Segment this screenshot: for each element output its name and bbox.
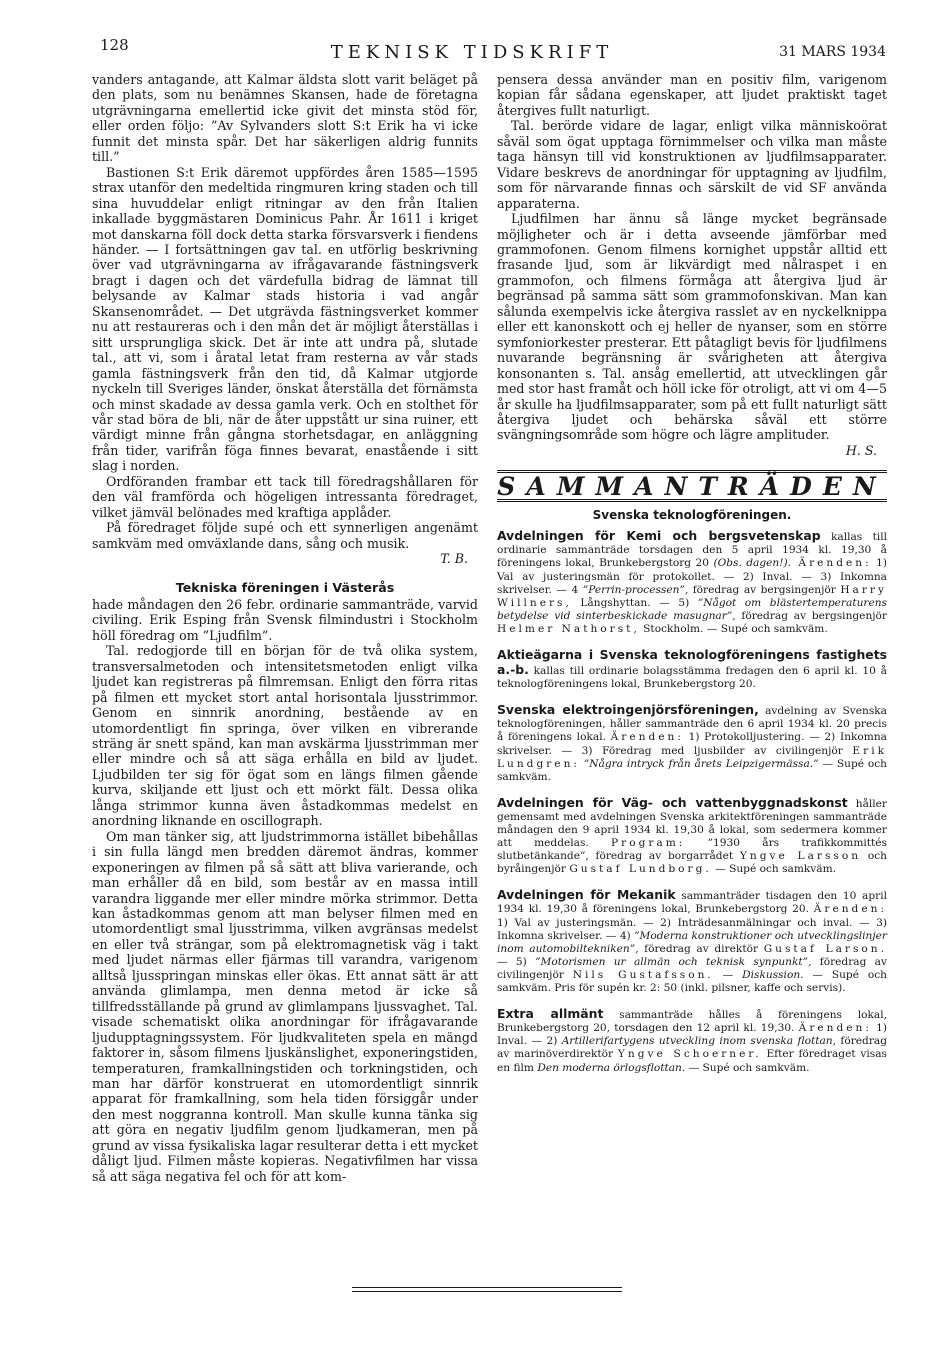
issue-date: 31 MARS 1934 — [779, 44, 886, 60]
notice-heading: Extra allmänt — [497, 1006, 604, 1022]
signature: T. B. — [440, 551, 468, 567]
paragraph: Ljudfilmen har ännu så länge mycket begränsade möjligheter och är i detta avseende jämförbar med grammofonen. Genom filmens kornighet uppstår alltid ett frasande ljud, som är likvärdigt med nålraspet i en grammofon, och filmens förmåga att återgiva ljud är begränsad på samma sätt som grammofonskivan. Man kan sålunda exempelvis icke återgiva rasslet av en nyckelknippa eller ett kanonskott och ej heller de nyanser, som en större symfoniorkester presterar. Ett påtagligt bevis för ljudfilmens nuvarande begränsning är svårigheten att återgiva konsonanten s. Tal. ansåg emellertid, att utvecklingen går med stor hast framåt och höll icke för otroligt, att vi om 4—5 år skulle ha ljudfilmsapparater, som på ett fullt naturligt sätt återgiva ljudet och behärska såväl ett större svängningsområde som högre och lägre amplituder. — [497, 211, 887, 443]
subheading: Svenska teknologföreningen. — [592, 507, 792, 522]
meeting-notice: Extra allmänt sammanträde hålles å föreningens lokal, Brunkebergstorg 20, torsdagen den 12 april kl. 19,30. Ärenden: 1) Inval. — 2) Artillerifartygens utveckling inom svenska flottan, föredrag av marinöverdirektör Yngve Schoerner. Efter föredraget visas en film Den moderna örlogsflottan. — Supé och samkväm. — [497, 1006, 887, 1074]
paragraph: vanders antagande, att Kalmar äldsta slott varit beläget på den plats, som nu benämnes Skansen, hade de företagna utgrävningarna emellertid icke givit det minsta stöd för, eller orden följo: ”Av Sylvanders slott S:t Erik ha vi icke funnit det minsta spår. Det har säkerligen aldrig funnits till.” — [92, 72, 478, 165]
section-banner: SAMMANTRÄDEN — [497, 472, 887, 502]
right-column — [497, 72, 887, 1087]
paragraph: På föredraget följde supé och ett synnerligen angenämt samkväm med omväxlande dans, sång och musik. — [92, 520, 478, 551]
signature: H. S. — [845, 442, 877, 458]
meeting-notice: Aktieägarna i Svenska teknologföreningens fastighets a.-b. kallas till ordinarie bolagsstämma fredagen den 6 april kl. 10 å teknologföreningens lokal, Brunkebergstorg 20. — [497, 646, 887, 691]
section-heading: Tekniska föreningen i Västerås — [175, 579, 395, 595]
meeting-notice: Avdelningen för Kemi och bergsvetenskap kallas till ordinarie sammanträde torsdagen den 5 april 1934 kl. 19,30 å föreningens lokal, Brunkebergstorg 20 (Obs. dagen!). Ärenden: 1) Val av justeringsmän för protokollet. — 2) Inval. — 3) Inkomna skrivelser. — 4 ”Perrin-processen”, föredrag av bergsingenjör Harry Willners, Långshyttan. — 5) ”Något om blästertemperaturens betydelse vid sinterbeskickade masugnar”, föredrag av bergsingenjör Helmer Nathorst, Stockholm. — Supé och samkväm. — [497, 528, 887, 635]
page-header — [0, 36, 944, 66]
paragraph: Ordföranden frambar ett tack till föredragshållaren för den väl framförda och högeligen intressanta föredraget, vilket jämväl belönades med kraftiga applåder. — [92, 473, 478, 520]
left-column — [92, 72, 478, 1184]
meeting-notice: Svenska elektroingenjörsföreningen, avdelning av Svenska teknologföreningen, håller sammanträde den 6 april 1934 kl. 20 precis å föreningens lokal. Ärenden: 1) Protokolljustering. — 2) Inkomna skrivelser. — 3) Föredrag med ljusbilder av civilingenjör Erik Lundgren: ”Några intryck från årets Leipzigermässa.” — Supé och samkväm. — [497, 702, 888, 783]
notice-heading: Avdelningen för Väg- och vattenbyggnadskonst — [497, 794, 848, 810]
page-number: 128 — [100, 36, 129, 54]
meeting-notice: Avdelningen för Väg- och vattenbyggnadskonst håller gemensamt med avdelningen Svenska arkitektföreningen sammanträde måndagen den 9 april 1934 kl. 19,30 å lokal, som sedermera kommer att meddelas. Program: ”1930 års trafikkommittés slutbetänkande”, föredrag av borgarrådet Yngve Larsson och byråingenjör Gustaf Lundborg. — Supé och samkväm. — [497, 794, 888, 876]
paragraph: Bastionen S:t Erik däremot uppfördes åren 1585—1595 strax utanför den medeltida ringmuren kring staden och till sina huvuddelar enligt ritningar av den från Italien inkallade byggmästaren Dominicus Pahr. År 1611 i kriget mot danskarna föll dock detta starka försvarsverk i fiendens händer. — I fortsättningen gav tal. en utförlig beskrivning över vad utgrävningarna av ifrågavarande fästningsverk bragt i dagen och det värdefulla bidrag de lämnat till belysande av Kalmar stads historia i vad angår Skansenområdet. — Det utgrävda fästningsverket kommer nu att restaureras och i den mån det är möjligt återställas i sitt ursprungliga skick. Det är inte att undra på, slutade tal., att vi, som i åratal letat fram resterna av vår stads gamla fästningsverk från den tid, då Kalmar utgjorde nyckeln till Sveriges länder, önskat återställa det förnämsta och minst skadade av dessa gamla verk. Och en stolthet för vår stad böra de bli, när de åter uppstått ur sina ruiner, ett värdigt minne från gångna storhetsdagar, en anläggning från tider, varifrån föga finnes bevarat, enastående i sitt slag i norden. — [92, 164, 478, 474]
notice-heading: Aktieägarna i Svenska teknologföreningens fastighets a.-b. — [497, 646, 887, 678]
notice-heading: Avdelningen för Kemi och bergsvetenskap — [497, 528, 821, 544]
notice-heading: Avdelningen för Mekanik — [497, 887, 676, 903]
paragraph: Tal. redogjorde till en början för de två olika system, transversalmetoden och intensitetsmetoden enligt vilka ljudet kan registreras på filmremsan. Enligt den förra ritas på filmen ett mycket stort antal horisontala ljusstrimmor. Genom en sinnrik anordning, bestående av en utomordentligt fin springa, över vilken en vibrerande sträng är snett spänd, kan man avskärma ljusstrimman mer eller mindre och så att säga erhålla en bild av ljudet. Ljudbilden ter sig för ögat som en längs filmen gående kurva, skiljande ett ljust och ett mörkt fält. Dessa olika långa strimmor kunna även åstadkommas medelst en anordning liknande en oscillograph. — [92, 643, 478, 829]
notice-heading: Svenska elektroingenjörsföreningen, — [497, 702, 759, 718]
journal-title: TEKNISK TIDSKRIFT — [330, 42, 614, 63]
paragraph: Tal. berörde vidare de lagar, enligt vilka människoörat såväl som ögat upptaga förnimmelser och vilka man måste taga hänsyn till vid konstruktionen av ljudfilmsapparater. Vidare beskrevs de anordningar för upptagning av ljudfilm, som för närvarande finnas och särskilt de vid SF använda apparaterna. — [497, 118, 887, 211]
meeting-notice: Avdelningen för Mekanik sammanträder tisdagen den 10 april 1934 kl. 19,30 å föreningens lokal, Brunkebergstorg 20. Ärenden: 1) Val av justeringsmän. — 2) Inträdesanmälningar och inval. — 3) Inkomna skrivelser. — 4) ”Moderna konstruktioner och utvecklingslinjer inom automobiltekniken”, föredrag av direktör Gustaf Larson. — 5) ”Motorismen ur allmän och teknisk synpunkt”, föredrag av civilingenjör Nils Gustafsson. — Diskussion. — Supé och samkväm. Pris för supén kr. 2: 50 (inkl. pilsner, kaffe och servis). — [497, 887, 887, 995]
bottom-rule — [352, 1287, 622, 1292]
paragraph: Om man tänker sig, att ljudstrimmorna istället bibehållas i sin fulla längd men bredden däremot ändras, kommer exponeringen av filmen på så sätt att bliva varierande, och man erhåller då en bild, som består av en massa intill varandra liggande mer eller mindre mörka strimmor. Detta kan åstadkommas genom att man belyser filmen med en utomordentligt smal ljusstrimma, vilken avgränsas medelst en eller två strängar, som på elektromagnetisk väg i takt med ljudet närmas eller fjärmas till varandra, varigenom alltså ljusspringan minskas eller ökas. Ett annat sätt är att använda glimlampa, men denna metod är icke så tillfredsställande på grund av glimlampans ljussvaghet. Tal. visade schematiskt olika anordningar för ifrågavarande ljudupptagningssystem. För ljudkvaliteten spela en mängd faktorer in, såsom filmens ljuskänslighet, exponeringstiden, temperaturen, framkallningstiden och torkningstiden, och man har därför konstruerat en utomordentligt sinnrik apparat för framkallning, som hela tiden försiggår under den mest noggranna kontroll. Man skulle kunna tänka sig att göra en negativ ljudfilm genom ljudkameran, men på grund av vissa fysikaliska lagar resulterar detta i ett mycket dåligt ljud. Filmen måste kopieras. Negativfilmen har vissa så att säga negativa fel och för att kom- — [92, 828, 478, 1184]
paragraph: hade måndagen den 26 febr. ordinarie sammanträde, varvid civiling. Erik Esping från Svensk filmindustri i Stockholm höll föredrag om ”Ljudfilm”. — [92, 596, 478, 643]
paragraph: pensera dessa använder man en positiv film, varigenom kopian får sådana egenskaper, att ljudet praktiskt taget återgives fullt naturligt. — [497, 72, 887, 118]
